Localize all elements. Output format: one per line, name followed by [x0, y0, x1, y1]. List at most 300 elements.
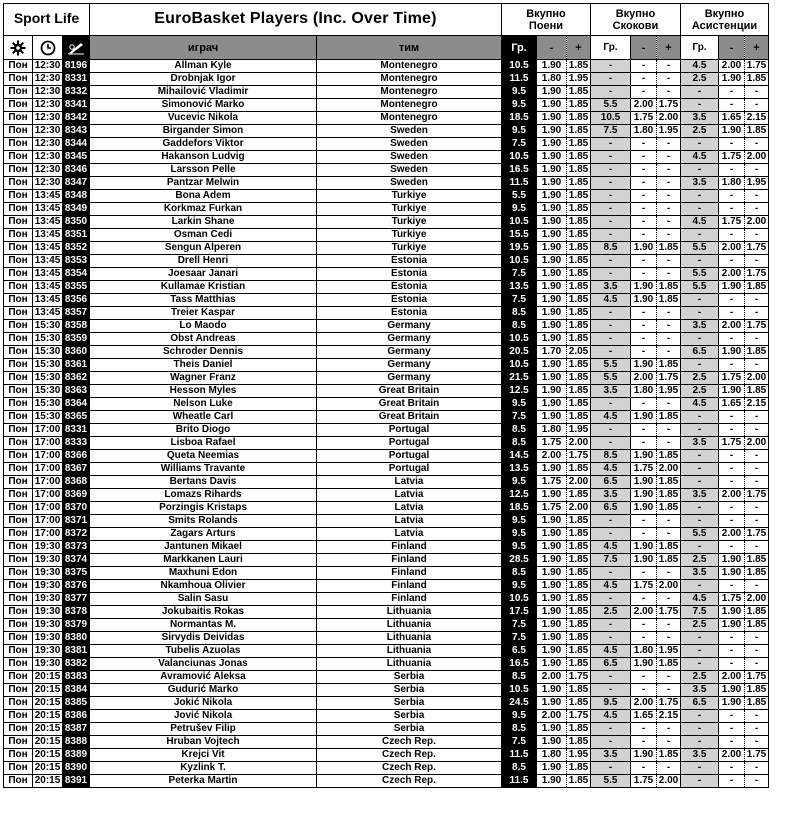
rebounds-line-cell: 5.5 — [591, 99, 631, 112]
assists-under-cell[interactable]: 1.75 — [719, 593, 745, 606]
points-under-cell[interactable]: 1.90 — [537, 463, 567, 476]
points-under-cell[interactable]: 1.90 — [537, 554, 567, 567]
assists-under-cell[interactable]: 1.75 — [719, 437, 745, 450]
points-under-cell[interactable]: 2.00 — [537, 450, 567, 463]
points-over-cell[interactable]: 1.75 — [567, 710, 591, 723]
rebounds-over-cell[interactable]: 2.00 — [657, 775, 681, 788]
rebounds-under-cell[interactable]: 1.90 — [631, 489, 657, 502]
points-under-cell[interactable]: 1.90 — [537, 580, 567, 593]
assists-under-cell: - — [719, 255, 745, 268]
rebounds-line-cell: - — [591, 320, 631, 333]
points-under-cell[interactable]: 1.90 — [537, 216, 567, 229]
points-over-cell[interactable]: 1.85 — [567, 125, 591, 138]
points-over-cell[interactable]: 1.85 — [567, 684, 591, 697]
assists-line-cell: - — [681, 424, 719, 437]
assists-over-cell[interactable]: 1.85 — [745, 73, 769, 86]
points-under-cell[interactable]: 1.90 — [537, 255, 567, 268]
points-line-cell: 7.5 — [502, 632, 537, 645]
time-cell: 19:30 — [33, 593, 63, 606]
table-row — [4, 697, 769, 710]
points-under-cell[interactable]: 1.90 — [537, 489, 567, 502]
points-over-cell[interactable]: 1.75 — [567, 450, 591, 463]
assists-over-cell[interactable]: 1.75 — [745, 242, 769, 255]
points-under-cell[interactable]: 1.90 — [537, 307, 567, 320]
rebounds-under-cell[interactable]: 1.90 — [631, 359, 657, 372]
points-over-cell[interactable]: 1.85 — [567, 320, 591, 333]
rebounds-under-cell[interactable]: 1.90 — [631, 502, 657, 515]
rebounds-under-cell: - — [631, 73, 657, 86]
points-under-cell[interactable]: 1.90 — [537, 138, 567, 151]
rebounds-under-cell[interactable]: 1.80 — [631, 645, 657, 658]
rebounds-over-cell[interactable]: 1.75 — [657, 99, 681, 112]
assists-over-cell[interactable]: 1.85 — [745, 125, 769, 138]
assists-line-cell: - — [681, 359, 719, 372]
team-name-cell: Sweden — [317, 177, 502, 190]
player-name-cell: Lomazs Rihards — [90, 489, 317, 502]
points-line-cell: 9.5 — [502, 541, 537, 554]
points-over-cell[interactable]: 1.85 — [567, 736, 591, 749]
assists-over-cell[interactable]: 1.85 — [745, 684, 769, 697]
assists-over-cell[interactable]: 2.00 — [745, 151, 769, 164]
rebounds-under-cell[interactable]: 1.90 — [631, 411, 657, 424]
team-name-cell: Sweden — [317, 151, 502, 164]
rebounds-under-cell: - — [631, 723, 657, 736]
points-under-cell[interactable]: 1.90 — [537, 203, 567, 216]
day-cell: Пон — [4, 242, 33, 255]
player-name-cell: Kullamae Kristian — [90, 281, 317, 294]
assists-over-cell[interactable]: 2.00 — [745, 372, 769, 385]
points-under-cell[interactable]: 1.90 — [537, 229, 567, 242]
rebounds-under-cell[interactable]: 1.75 — [631, 112, 657, 125]
rebounds-over-cell[interactable]: 1.85 — [657, 294, 681, 307]
table-row — [4, 203, 769, 216]
rebounds-under-cell[interactable]: 1.90 — [631, 554, 657, 567]
rebounds-over-cell[interactable]: 1.85 — [657, 658, 681, 671]
assists-line-cell: - — [681, 164, 719, 177]
rebounds-under-cell: - — [631, 60, 657, 73]
rebounds-under-cell[interactable]: 1.80 — [631, 385, 657, 398]
points-under-cell[interactable]: 1.90 — [537, 294, 567, 307]
rebounds-over-cell[interactable]: 2.00 — [657, 580, 681, 593]
assists-under-cell[interactable]: 2.00 — [719, 749, 745, 762]
rebounds-line-cell: - — [591, 515, 631, 528]
rebounds-line-cell: - — [591, 684, 631, 697]
rebounds-over-cell[interactable]: 2.00 — [657, 463, 681, 476]
assists-under-cell[interactable]: 1.90 — [719, 125, 745, 138]
rebounds-over-cell[interactable]: 1.75 — [657, 697, 681, 710]
assists-under-cell[interactable]: 2.00 — [719, 60, 745, 73]
points-over-cell[interactable]: 1.85 — [567, 489, 591, 502]
points-under-cell[interactable]: 1.90 — [537, 125, 567, 138]
player-name-cell: Pantzar Melwin — [90, 177, 317, 190]
points-under-cell[interactable]: 1.90 — [537, 281, 567, 294]
assists-line-cell: - — [681, 580, 719, 593]
points-over-cell[interactable]: 1.85 — [567, 541, 591, 554]
rebounds-under-cell[interactable]: 1.75 — [631, 580, 657, 593]
rebounds-line-cell: - — [591, 177, 631, 190]
rebounds-under-cell[interactable]: 1.80 — [631, 125, 657, 138]
points-under-cell[interactable]: 1.80 — [537, 73, 567, 86]
points-over-cell[interactable]: 1.95 — [567, 749, 591, 762]
time-cell: 20:15 — [33, 684, 63, 697]
points-under-cell[interactable]: 1.90 — [537, 268, 567, 281]
assists-under-cell[interactable]: 1.90 — [719, 684, 745, 697]
team-name-cell: Montenegro — [317, 73, 502, 86]
assists-over-cell: - — [745, 515, 769, 528]
time-cell: 13:45 — [33, 190, 63, 203]
points-over-cell[interactable]: 1.85 — [567, 151, 591, 164]
points-over-cell[interactable]: 2.05 — [567, 346, 591, 359]
event-code-cell: 8353 — [63, 255, 90, 268]
rebounds-line-cell: - — [591, 762, 631, 775]
points-over-cell[interactable]: 1.85 — [567, 372, 591, 385]
table-row — [4, 216, 769, 229]
assists-over-cell[interactable]: 1.85 — [745, 697, 769, 710]
points-over-cell[interactable]: 1.85 — [567, 554, 591, 567]
points-over-cell[interactable]: 1.85 — [567, 580, 591, 593]
day-cell: Пон — [4, 632, 33, 645]
points-under-cell[interactable]: 1.90 — [537, 515, 567, 528]
points-under-cell[interactable]: 1.90 — [537, 645, 567, 658]
points-over-cell[interactable]: 1.85 — [567, 307, 591, 320]
rebounds-under-cell[interactable]: 2.00 — [631, 99, 657, 112]
points-over-cell[interactable]: 1.85 — [567, 658, 591, 671]
points-over-cell[interactable]: 1.85 — [567, 86, 591, 99]
assists-over-cell[interactable]: 1.85 — [745, 346, 769, 359]
assists-under-cell[interactable]: 2.00 — [719, 528, 745, 541]
rebounds-over-cell[interactable]: 1.85 — [657, 242, 681, 255]
assists-under-cell[interactable]: 1.75 — [719, 216, 745, 229]
event-code-cell: 8367 — [63, 463, 90, 476]
rebounds-under-cell[interactable]: 1.90 — [631, 541, 657, 554]
rebounds-over-cell[interactable]: 1.85 — [657, 411, 681, 424]
rebounds-under-cell[interactable]: 1.75 — [631, 463, 657, 476]
brand-logo — [4, 4, 90, 36]
day-cell: Пон — [4, 437, 33, 450]
assists-line-cell: 2.5 — [681, 73, 719, 86]
rebounds-over-cell[interactable]: 1.95 — [657, 385, 681, 398]
points-under-cell[interactable]: 1.90 — [537, 593, 567, 606]
rebounds-over-cell[interactable]: 1.85 — [657, 541, 681, 554]
points-under-cell[interactable]: 1.90 — [537, 60, 567, 73]
points-under-cell[interactable]: 1.90 — [537, 86, 567, 99]
assists-over-cell[interactable]: 1.85 — [745, 606, 769, 619]
points-under-cell[interactable]: 1.90 — [537, 242, 567, 255]
rebounds-under-cell[interactable]: 1.90 — [631, 658, 657, 671]
points-over-cell[interactable]: 1.85 — [567, 411, 591, 424]
rebounds-over-cell[interactable]: 1.85 — [657, 450, 681, 463]
points-under-cell[interactable]: 1.90 — [537, 333, 567, 346]
rebounds-line-cell: 6.5 — [591, 476, 631, 489]
assists-under-cell[interactable]: 1.90 — [719, 73, 745, 86]
player-name-cell: Hesson Myles — [90, 385, 317, 398]
assists-under-cell[interactable]: 2.00 — [719, 242, 745, 255]
col-team: тим — [317, 36, 502, 60]
rebounds-over-cell[interactable]: 1.95 — [657, 645, 681, 658]
rebounds-over-cell[interactable]: 1.85 — [657, 489, 681, 502]
points-line-cell: 10.5 — [502, 359, 537, 372]
points-over-cell[interactable]: 1.85 — [567, 177, 591, 190]
points-under-cell[interactable]: 1.90 — [537, 164, 567, 177]
points-under-cell[interactable]: 1.90 — [537, 697, 567, 710]
day-cell: Пон — [4, 450, 33, 463]
table-row — [4, 528, 769, 541]
points-over-cell[interactable]: 1.85 — [567, 762, 591, 775]
assists-over-cell[interactable]: 1.85 — [745, 554, 769, 567]
rebounds-line-cell: 5.5 — [591, 775, 631, 788]
points-over-cell[interactable]: 1.85 — [567, 268, 591, 281]
points-under-cell[interactable]: 1.90 — [537, 411, 567, 424]
assists-under-cell[interactable]: 1.65 — [719, 398, 745, 411]
points-over-cell[interactable]: 1.85 — [567, 190, 591, 203]
points-over-cell[interactable]: 1.85 — [567, 567, 591, 580]
assists-over-cell[interactable]: 1.75 — [745, 489, 769, 502]
points-under-cell[interactable]: 1.90 — [537, 762, 567, 775]
points-over-cell[interactable]: 1.85 — [567, 528, 591, 541]
points-over-cell[interactable]: 1.85 — [567, 359, 591, 372]
points-under-cell[interactable]: 1.90 — [537, 385, 567, 398]
table-row — [4, 502, 769, 515]
assists-over-cell[interactable]: 1.75 — [745, 671, 769, 684]
time-cell: 17:00 — [33, 424, 63, 437]
rebounds-over-cell[interactable]: 1.85 — [657, 476, 681, 489]
points-under-cell[interactable]: 1.90 — [537, 775, 567, 788]
points-under-cell[interactable]: 1.90 — [537, 658, 567, 671]
assists-under-cell[interactable]: 2.00 — [719, 489, 745, 502]
assists-over-cell: - — [745, 775, 769, 788]
points-under-cell[interactable]: 1.90 — [537, 398, 567, 411]
assists-under-cell[interactable]: 1.75 — [719, 151, 745, 164]
rebounds-under-cell[interactable]: 2.00 — [631, 372, 657, 385]
assists-under-cell[interactable]: 2.00 — [719, 268, 745, 281]
assists-under-cell[interactable]: 1.65 — [719, 112, 745, 125]
assists-over-cell[interactable]: 1.85 — [745, 281, 769, 294]
assists-over-cell: - — [745, 190, 769, 203]
event-code-cell: 8344 — [63, 138, 90, 151]
rebounds-under-cell[interactable]: 1.90 — [631, 294, 657, 307]
assists-over-cell[interactable]: 1.85 — [745, 619, 769, 632]
rebounds-under-cell[interactable]: 1.90 — [631, 749, 657, 762]
rebounds-over-cell[interactable]: 1.75 — [657, 372, 681, 385]
assists-over-cell[interactable]: 2.00 — [745, 593, 769, 606]
points-under-cell[interactable]: 1.80 — [537, 749, 567, 762]
rebounds-under-cell[interactable]: 1.90 — [631, 476, 657, 489]
rebounds-line-cell: 4.5 — [591, 645, 631, 658]
points-over-cell[interactable]: 1.85 — [567, 60, 591, 73]
assists-over-cell[interactable]: 2.00 — [745, 216, 769, 229]
points-over-cell[interactable]: 1.95 — [567, 424, 591, 437]
assists-under-cell[interactable]: 1.90 — [719, 346, 745, 359]
rebounds-line-cell: - — [591, 528, 631, 541]
points-under-cell[interactable]: 1.90 — [537, 567, 567, 580]
points-over-cell[interactable]: 1.85 — [567, 112, 591, 125]
points-under-cell[interactable]: 1.75 — [537, 476, 567, 489]
points-under-cell[interactable]: 1.90 — [537, 177, 567, 190]
rebounds-line-cell: - — [591, 60, 631, 73]
assists-over-cell[interactable]: 1.75 — [745, 60, 769, 73]
team-name-cell: Finland — [317, 567, 502, 580]
points-under-cell[interactable]: 2.00 — [537, 710, 567, 723]
assists-line-cell: 2.5 — [681, 671, 719, 684]
points-over-cell[interactable]: 1.85 — [567, 775, 591, 788]
day-cell: Пон — [4, 177, 33, 190]
points-under-cell[interactable]: 1.90 — [537, 99, 567, 112]
assists-line-cell: 2.5 — [681, 385, 719, 398]
points-over-cell[interactable]: 1.85 — [567, 242, 591, 255]
rebounds-under-cell[interactable]: 1.90 — [631, 281, 657, 294]
points-over-cell[interactable]: 2.00 — [567, 502, 591, 515]
points-over-cell[interactable]: 1.85 — [567, 203, 591, 216]
assists-over-cell[interactable]: 1.75 — [745, 268, 769, 281]
assists-over-cell[interactable]: 1.75 — [745, 528, 769, 541]
assists-under-cell[interactable]: 2.00 — [719, 320, 745, 333]
points-over-cell[interactable]: 1.75 — [567, 671, 591, 684]
points-under-cell[interactable]: 1.75 — [537, 437, 567, 450]
points-over-cell[interactable]: 1.85 — [567, 164, 591, 177]
assists-under-cell[interactable]: 1.90 — [719, 606, 745, 619]
assists-line-cell: - — [681, 762, 719, 775]
team-name-cell: Serbia — [317, 684, 502, 697]
rebounds-line-cell: - — [591, 164, 631, 177]
assists-over-cell[interactable]: 2.00 — [745, 437, 769, 450]
table-row — [4, 736, 769, 749]
points-over-cell[interactable]: 1.85 — [567, 138, 591, 151]
player-name-cell: Avramović Aleksa — [90, 671, 317, 684]
rebounds-over-cell[interactable]: 1.85 — [657, 359, 681, 372]
table-row — [4, 515, 769, 528]
points-over-cell[interactable]: 1.85 — [567, 229, 591, 242]
points-under-cell[interactable]: 1.90 — [537, 684, 567, 697]
rebounds-over-cell: - — [657, 86, 681, 99]
points-under-cell[interactable]: 1.90 — [537, 619, 567, 632]
points-under-cell[interactable]: 1.90 — [537, 736, 567, 749]
points-over-cell[interactable]: 1.85 — [567, 697, 591, 710]
assists-over-cell: - — [745, 580, 769, 593]
assists-under-cell: - — [719, 86, 745, 99]
points-over-cell[interactable]: 1.85 — [567, 385, 591, 398]
rebounds-under-cell: - — [631, 567, 657, 580]
points-line-cell: 13.5 — [502, 281, 537, 294]
points-over-cell[interactable]: 1.95 — [567, 73, 591, 86]
rebounds-under-cell[interactable]: 1.90 — [631, 450, 657, 463]
event-code-cell: 8354 — [63, 268, 90, 281]
points-under-cell[interactable]: 1.90 — [537, 632, 567, 645]
rebounds-over-cell[interactable]: 1.95 — [657, 125, 681, 138]
points-over-cell[interactable]: 2.00 — [567, 437, 591, 450]
assists-under-cell[interactable]: 2.00 — [719, 671, 745, 684]
assists-over-cell[interactable]: 1.95 — [745, 177, 769, 190]
col-points-plus: + — [567, 36, 591, 60]
points-under-cell[interactable]: 1.90 — [537, 190, 567, 203]
points-under-cell[interactable]: 1.90 — [537, 320, 567, 333]
table-row — [4, 346, 769, 359]
points-under-cell[interactable]: 1.90 — [537, 723, 567, 736]
rebounds-under-cell[interactable]: 1.65 — [631, 710, 657, 723]
points-over-cell[interactable]: 1.85 — [567, 593, 591, 606]
time-cell: 13:45 — [33, 281, 63, 294]
points-under-cell[interactable]: 1.90 — [537, 528, 567, 541]
points-under-cell[interactable]: 1.70 — [537, 346, 567, 359]
assists-under-cell: - — [719, 762, 745, 775]
assists-over-cell[interactable]: 2.15 — [745, 112, 769, 125]
assists-under-cell[interactable]: 1.90 — [719, 697, 745, 710]
points-over-cell[interactable]: 1.85 — [567, 333, 591, 346]
points-over-cell[interactable]: 1.85 — [567, 723, 591, 736]
points-under-cell[interactable]: 1.90 — [537, 151, 567, 164]
points-over-cell[interactable]: 1.85 — [567, 216, 591, 229]
points-over-cell[interactable]: 1.85 — [567, 99, 591, 112]
points-over-cell[interactable]: 1.85 — [567, 463, 591, 476]
points-over-cell[interactable]: 1.85 — [567, 255, 591, 268]
points-over-cell[interactable]: 1.85 — [567, 632, 591, 645]
points-over-cell[interactable]: 1.85 — [567, 294, 591, 307]
rebounds-over-cell[interactable]: 1.85 — [657, 554, 681, 567]
points-under-cell[interactable]: 1.90 — [537, 606, 567, 619]
table-row — [4, 749, 769, 762]
assists-over-cell[interactable]: 1.75 — [745, 749, 769, 762]
rebounds-over-cell[interactable]: 1.85 — [657, 749, 681, 762]
assists-under-cell: - — [719, 515, 745, 528]
event-code-cell: 8358 — [63, 320, 90, 333]
rebounds-over-cell[interactable]: 2.15 — [657, 710, 681, 723]
points-line-cell: 12.5 — [502, 385, 537, 398]
assists-under-cell[interactable]: 1.90 — [719, 385, 745, 398]
points-under-cell[interactable]: 1.90 — [537, 359, 567, 372]
points-over-cell[interactable]: 1.85 — [567, 281, 591, 294]
assists-over-cell[interactable]: 1.85 — [745, 567, 769, 580]
points-over-cell[interactable]: 1.85 — [567, 619, 591, 632]
rebounds-under-cell[interactable]: 1.90 — [631, 242, 657, 255]
table-row — [4, 775, 769, 788]
assists-under-cell[interactable]: 1.80 — [719, 177, 745, 190]
points-under-cell[interactable]: 1.80 — [537, 424, 567, 437]
assists-under-cell[interactable]: 1.90 — [719, 619, 745, 632]
assists-under-cell[interactable]: 1.75 — [719, 372, 745, 385]
col-assists-plus: + — [745, 36, 769, 60]
time-cell: 13:45 — [33, 307, 63, 320]
assists-under-cell[interactable]: 1.90 — [719, 554, 745, 567]
table-row — [4, 268, 769, 281]
rebounds-over-cell[interactable]: 1.75 — [657, 606, 681, 619]
points-under-cell[interactable]: 1.75 — [537, 502, 567, 515]
rebounds-under-cell[interactable]: 2.00 — [631, 697, 657, 710]
rebounds-under-cell[interactable]: 1.75 — [631, 775, 657, 788]
assists-over-cell[interactable]: 1.85 — [745, 385, 769, 398]
rebounds-over-cell[interactable]: 2.00 — [657, 112, 681, 125]
points-over-cell[interactable]: 1.85 — [567, 515, 591, 528]
points-over-cell[interactable]: 1.85 — [567, 606, 591, 619]
assists-over-cell[interactable]: 2.15 — [745, 398, 769, 411]
points-over-cell[interactable]: 2.00 — [567, 476, 591, 489]
points-over-cell[interactable]: 1.85 — [567, 645, 591, 658]
points-under-cell[interactable]: 1.90 — [537, 541, 567, 554]
rebounds-over-cell[interactable]: 1.85 — [657, 502, 681, 515]
assists-line-cell: - — [681, 736, 719, 749]
assists-under-cell[interactable]: 1.90 — [719, 567, 745, 580]
assists-over-cell[interactable]: 1.75 — [745, 320, 769, 333]
points-under-cell[interactable]: 1.90 — [537, 372, 567, 385]
points-line-cell: 8.5 — [502, 671, 537, 684]
assists-line-cell: 2.5 — [681, 125, 719, 138]
rebounds-over-cell: - — [657, 593, 681, 606]
rebounds-over-cell[interactable]: 1.85 — [657, 281, 681, 294]
player-name-cell: Larkin Shane — [90, 216, 317, 229]
points-under-cell[interactable]: 2.00 — [537, 671, 567, 684]
points-over-cell[interactable]: 1.85 — [567, 398, 591, 411]
assists-under-cell[interactable]: 1.90 — [719, 281, 745, 294]
points-under-cell[interactable]: 1.90 — [537, 112, 567, 125]
rebounds-under-cell[interactable]: 2.00 — [631, 606, 657, 619]
